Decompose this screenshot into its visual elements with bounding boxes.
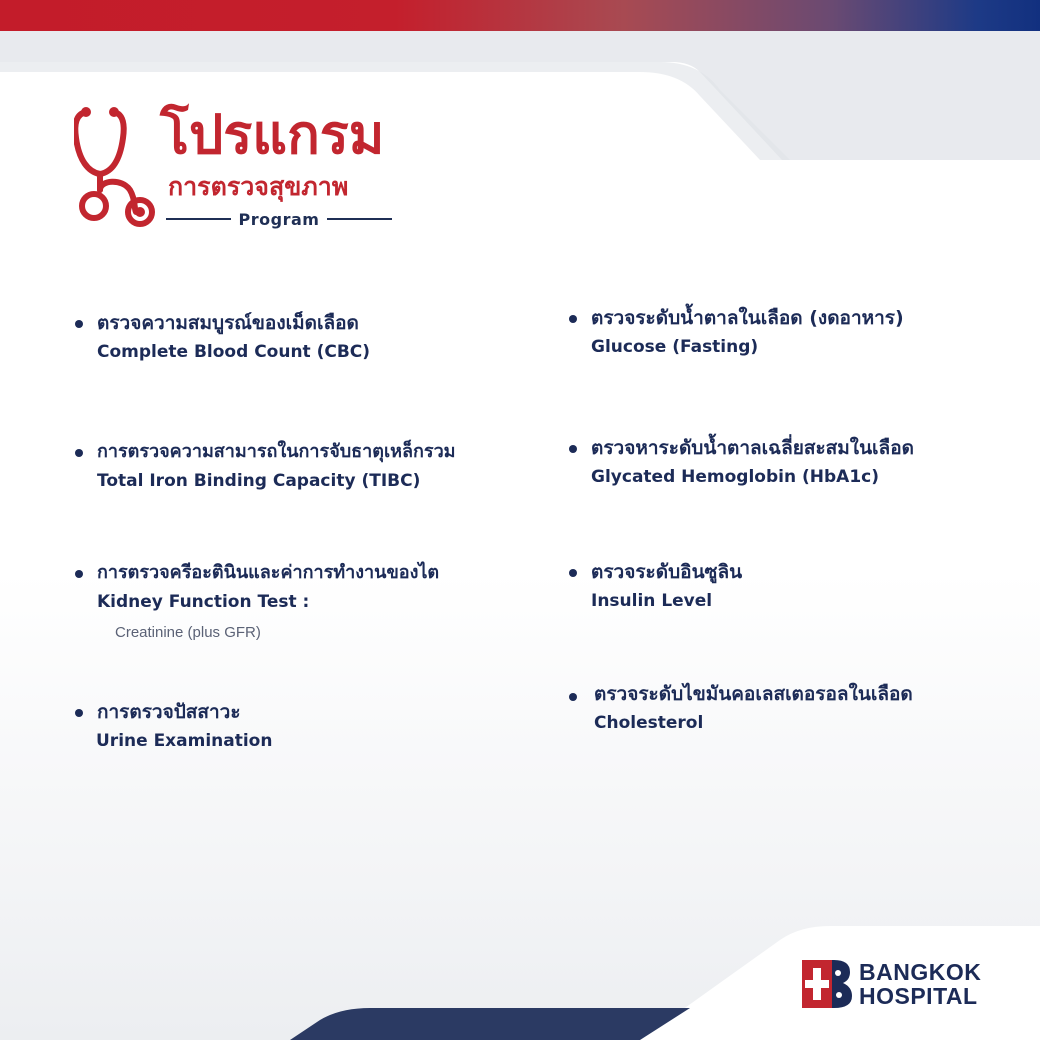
item-thai-label: ตรวจระดับไขมันคอเลสเตอรอลในเลือด xyxy=(594,683,913,705)
bullet-icon xyxy=(75,570,83,578)
program-label-row xyxy=(166,207,392,231)
item-thai-label: ตรวจความสมบูรณ์ของเม็ดเลือด xyxy=(97,312,359,334)
program-subtitle-thai: การตรวจสุขภาพ xyxy=(168,172,349,201)
bullet-icon xyxy=(75,320,83,328)
bangkok-hospital-logo-mark xyxy=(802,960,852,1008)
bullet-icon xyxy=(569,445,577,453)
stethoscope-icon xyxy=(74,102,158,230)
item-english-label: Urine Examination xyxy=(96,731,273,751)
item-thai-label: ตรวจระดับอินซูลิน xyxy=(591,561,743,583)
bullet-icon xyxy=(75,709,83,717)
item-english-label: Cholesterol xyxy=(594,713,704,733)
bangkok-hospital-wordmark xyxy=(859,960,981,1008)
item-note: Creatinine (plus GFR) xyxy=(115,624,261,641)
logo-line-2: HOSPITAL xyxy=(859,983,978,1009)
item-thai-label: ตรวจหาระดับน้ำตาลเฉลี่ยสะสมในเลือด xyxy=(591,437,914,459)
item-english-label: Kidney Function Test : xyxy=(97,592,310,612)
top-gradient-bar xyxy=(0,0,1040,31)
item-english-label: Total Iron Binding Capacity (TIBC) xyxy=(97,471,421,491)
item-english-label: Glucose (Fasting) xyxy=(591,337,759,357)
bullet-icon xyxy=(569,315,577,323)
item-english-label: Glycated Hemoglobin (HbA1c) xyxy=(591,467,879,487)
divider-right xyxy=(327,218,392,220)
item-thai-label: การตรวจครีอะตินินและค่าการทำงานของไต xyxy=(97,562,440,583)
program-title-thai: โปรแกรม xyxy=(160,103,385,166)
program-label: Program xyxy=(238,209,320,229)
logo-line-1: BANGKOK xyxy=(859,959,982,985)
item-english-label: Complete Blood Count (CBC) xyxy=(97,342,371,362)
item-thai-label: ตรวจระดับน้ำตาลในเลือด (งดอาหาร) xyxy=(591,307,904,329)
divider-left xyxy=(166,218,231,220)
bullet-icon xyxy=(569,569,577,577)
bullet-icon xyxy=(569,693,577,701)
item-english-label: Insulin Level xyxy=(591,591,713,611)
bullet-icon xyxy=(75,449,83,457)
bangkok-hospital-logo xyxy=(802,960,1012,1012)
program-logo xyxy=(74,100,404,235)
item-thai-label: การตรวจปัสสาวะ xyxy=(97,701,241,723)
item-thai-label: การตรวจความสามารถในการจับธาตุเหล็กรวม xyxy=(97,441,456,462)
